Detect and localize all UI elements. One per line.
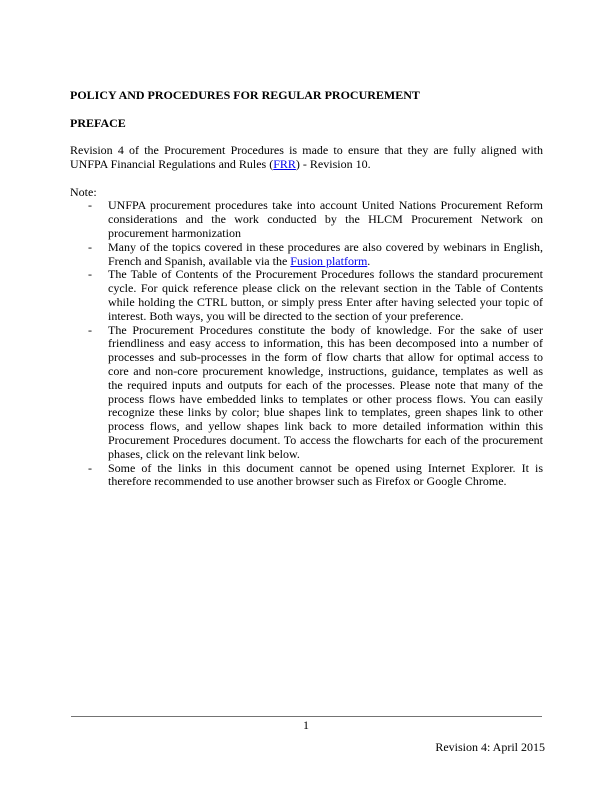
bullet-text: Some of the links in this document cannot be opened using Internet Explorer. It is therefore recommended to use another browser such as Firefox or Google Chrome. (108, 460, 543, 489)
bullet-item-5 (70, 462, 543, 490)
intro-paragraph (70, 144, 543, 172)
bullet-item-2 (70, 241, 543, 269)
preface-heading: PREFACE (70, 115, 126, 130)
note-bullet-list (70, 199, 543, 489)
bullet-text-pre: Many of the topics covered in these procedures are also covered by webinars in English, French and Spanish, available via the (108, 239, 543, 268)
bullet-dash: - (88, 460, 92, 475)
bullet-item-1 (70, 199, 543, 240)
document-title: POLICY AND PROCEDURES FOR REGULAR PROCUREMENT (70, 88, 420, 102)
bullet-dash: - (88, 239, 92, 254)
intro-text-pre: Revision 4 of the Procurement Procedures is made to ensure that they are fully aligned with UNFPA Financial Regulations and Rules ( (70, 143, 543, 171)
bullet-text: UNFPA procurement procedures take into account United Nations Procurement Reform considerations and the work conducted by the HLCM Procurement Network on procurement harmonization (108, 198, 543, 240)
footer-divider (71, 716, 542, 717)
bullet-text: The Procurement Procedures constitute the body of knowledge. For the sake of user friendliness and easy access to information, this has been decomposed into a number of processes and sub-processes in the form of flow charts that allow for optimal access to core and non-core procurement knowledge, instructions, guidance, templates as well as the required inputs and outputs for each of the processes. Please note that many of the process flows have embedded links to templates or other process flows. You can easily recognize these links by color; blue shapes link to templates, green shapes link to other process flows, and yellow shapes link back to more detailed information within this Procurement Procedures document. To access the flowcharts for each of the procurement phases, click on the relevant link below. (108, 322, 543, 461)
frr-link[interactable]: FRR (273, 156, 296, 171)
revision-label: Revision 4: April 2015 (435, 740, 545, 754)
page-number: 1 (303, 718, 309, 732)
bullet-dash: - (88, 322, 92, 337)
bullet-text: The Table of Contents of the Procurement Procedures follows the standard procurement cycle. For quick reference please click on the relevant section in the Table of Contents while holding the CTRL button, or simply press Enter after having selected your topic of interest. Both ways, you will be directed to the section of your preference. (108, 267, 543, 323)
bullet-dash: - (88, 267, 92, 282)
document-body (70, 89, 543, 489)
bullet-dash: - (88, 198, 92, 213)
fusion-platform-link[interactable]: Fusion platform (290, 253, 368, 268)
bullet-item-4 (70, 324, 543, 462)
intro-text-post: ) - Revision 10. (295, 156, 371, 171)
note-label: Note: (70, 184, 97, 199)
bullet-text-post: . (367, 253, 371, 268)
bullet-item-3 (70, 268, 543, 323)
